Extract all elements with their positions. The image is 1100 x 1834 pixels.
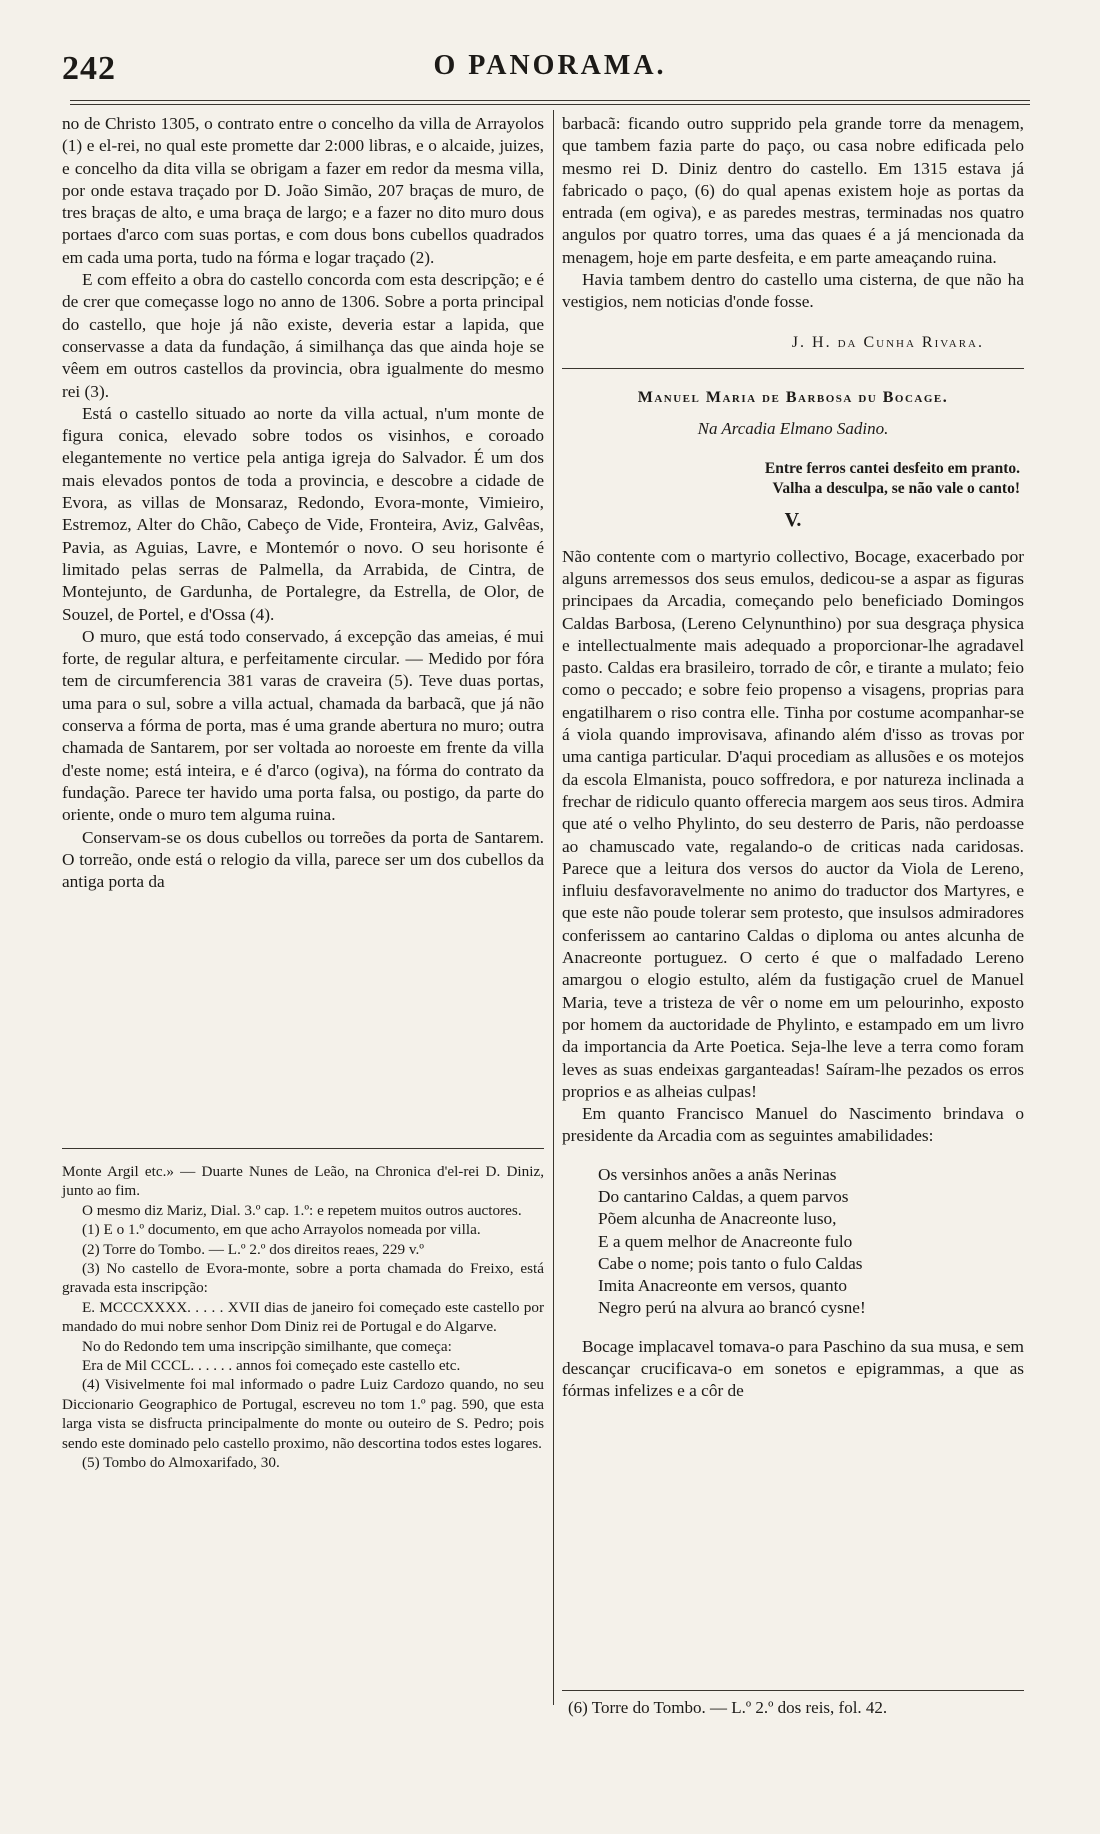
header-rule — [70, 100, 1030, 101]
footnote-5: (5) Tombo do Almoxarifado, 30. — [82, 1454, 280, 1472]
left-paragraph-2: E com effeito a obra do castello concorda com esta descripção; e é de crer que começasse logo no anno de 1306. Sobre a porta principal do castello, que hoje já não existe, deveria estar a lapida, que conservasse a data da fundação, á similhança das que ainda hoje se vêem em outros castellos da provincia, obra igualmente do mesmo rei (3). — [62, 270, 544, 401]
poem-line-7: Negro perú na alvura ao brancó cysne! — [598, 1298, 866, 1318]
article-title: Manuel Maria de Barbosa du Bocage. — [637, 388, 949, 406]
right-column — [562, 113, 1024, 1403]
page-number: 242 — [62, 50, 116, 87]
right-paragraph-2: Havia tambem dentro do castello uma cisterna, de que não ha vestigios, nem noticias d'onde fosse. — [562, 270, 1024, 312]
poem-line-2: Do cantarino Caldas, a quem parvos — [598, 1186, 849, 1206]
right-paragraph-1: barbacã: ficando outro supprido pela grande torre da menagem, que tambem fazia parte do paço, ou casa nobre edificada pelo mesmo rei D. Diniz dentro do castello. Em 1315 estava já fabricado o paço, (6) do qual apenas existem hoje as portas da entrada (em ogiva), e as paredes mestras, terminadas nos quatro angulos por quatro torres, uma das quaes é a já mencionada da menagem, hoje em parte desfeita, e em parte ameaçando ruina. — [562, 114, 1024, 267]
left-paragraph-5: Conservam-se os dous cubellos ou torreões da porta de Santarem. O torreão, onde está o relogio da villa, parece ser um dos cubellos da antiga porta da — [62, 827, 544, 892]
poem-line-1: Os versinhos anões a anãs Nerinas — [598, 1164, 837, 1184]
column-divider — [553, 110, 554, 1705]
closing-paragraph: Bocage implacavel tomava-o para Paschino da sua musa, e sem descançar crucificava-o em sonetos e epigrammas, a que as fórmas infelizes e a côr de — [562, 1336, 1024, 1401]
footnote-4: (4) Visivelmente foi mal informado o padre Luiz Cardozo quando, no seu Diccionario Geographico de Portugal, escreveu no tom 1.º pag. 590, que esta larga vista se disfructa principalmente do monte ou outeiro de S. Pedro; pois sendo este dominado pelo castello proximo, não descortina todos estes logares. — [62, 1376, 544, 1452]
poem-line-5: Cabe o nome; pois tanto o fulo Caldas — [598, 1253, 863, 1273]
footnote-2: (2) Torre do Tombo. — L.º 2.º dos direitos reaes, 229 v.º — [82, 1240, 424, 1258]
poem-line-6: Imita Anacreonte em versos, quanto — [598, 1276, 848, 1296]
left-paragraph-1: no de Christo 1305, o contrato entre o concelho da villa de Arrayolos (1) e el-rei, no qual este promette dar 2:000 libras, e o alcaide, juizes, e concelho da dita villa se obrigam a fazer em redor da mesma villa, por onde estava traçado por D. João Simão, 207 braças de muro, de tres braças de alto, e uma braça de largo; e a fazer no dito muro dous portaes d'arco com suas portas, e com dous bons cubellos quadrados em cada uma porta, tudo na fórma e logar traçado (2). — [62, 114, 544, 267]
footnote-mariz: O mesmo diz Mariz, Dial. 3.º cap. 1.º: e repetem muitos outros auctores. — [82, 1201, 522, 1219]
poem — [598, 1164, 1024, 1320]
left-column — [62, 113, 544, 893]
poem-line-3: Põem alcunha de Anacreonte luso, — [598, 1209, 837, 1229]
footnote-3: (3) No castello de Evora-monte, sobre a porta chamada do Freixo, está gravada esta inscripção: — [62, 1260, 544, 1297]
footnote-6: (6) Torre do Tombo. — L.º 2.º dos reis, fol. 42. — [568, 1698, 888, 1717]
footnote-3-redondo-inscription: Era de Mil CCCL. . . . . . annos foi começado este castello etc. — [82, 1357, 461, 1375]
poem-line-4: E a quem melhor de Anacreonte fulo — [598, 1231, 853, 1251]
journal-title: O PANORAMA. — [433, 50, 667, 81]
left-paragraph-3: Está o castello situado ao norte da villa actual, n'um monte de figura conica, elevado sobre todos os visinhos, e coroado elegantemente no vertice pela antiga igreja do Salvador. É um dos mais elevados pontos de toda a provincia, e descobre a cidade de Evora, as villas de Monsaraz, Redondo, Evora-monte, Vimieiro, Estremoz, Alter do Chão, Cabeço de Vide, Fronteira, Aviz, Galvêas, Pavia, as Aguias, Lavre, e Montemór o novo. O seu horisonte é limitado pelas serras de Palmella, da Arrabida, de Cintra, de Montejunto, de Gardunha, de Portalegre, da Estrella, de Olor, de Souzel, de Portel, e d'Ossa (4). — [62, 403, 544, 624]
epigraph-line-1: Entre ferros cantei desfeito em pranto. — [764, 459, 1020, 477]
footnotes-rule — [62, 1148, 544, 1149]
footnote-3-redondo: No do Redondo tem uma inscripção similhante, que começa: — [82, 1337, 452, 1355]
right-footnote-rule — [562, 1690, 1024, 1691]
article-separator — [562, 368, 1024, 369]
footnote-1: (1) E o 1.º documento, em que acho Arrayolos nomeada por villa. — [82, 1221, 481, 1239]
body-paragraph-1: Não contente com o martyrio collectivo, Bocage, exacerbado por alguns arremessos dos seus emulos, dedicou-se a aspar as figuras principaes da Arcadia, começando pelo beneficiado Domingos Caldas Barbosa, (Lereno Celynunthino) por sua desgraça physica e intellectualmente mais adequado a proporcionar-lhe agradavel pasto. Caldas era brasileiro, torrado de côr, e tirante a mulato; feio como o peccado; e sobre feio propenso a visagens, proprias para engatilharem o riso contra elle. Tinha por costume acompanhar-se á viola quando improvisava, afinando além d'isso as trovas por uma cantiga particular. D'aqui procediam as allusões e os motejos da escola Elmanista, pouco soffredora, e por natureza inclinada a frechar de ridiculo quanto offerecia margem aos seus tiros. Admira que até o velho Phylinto, do seu desterro de Paris, não perdoasse ao chamuscado vate, regalando-o de criticas nada caridosas. Parece que a leitura dos versos do auctor da Viola de Lereno, influiu desfavoravelmente no animo do traductor dos Martyres, e que este não poude tolerar sem protesto, que insulsos admiradores conferissem ao cantarino Caldas o diploma ou antes alcunha de Anacreonte portuguez. O certo é que o malfadado Lereno amargou o elogio estulto, além da fustigação cruel de Manuel Maria, teve a tristeza de vêr o nome em um pelourinho, exposto por homem da auctoridade de Phylinto, e estampado em um livro da importancia da Arte Poetica. Seja-lhe leve a terra como foram leves as suas endeixas garganteadas! Saíram-lhe pezados os erros proprios e as alheias culpas! — [562, 546, 1024, 1101]
left-footnotes — [62, 1162, 544, 1473]
footnote-3-inscription: E. MCCCXXXX. . . . . XVII dias de janeiro foi começado este castello por mandado do mui nobre senhor Dom Diniz rei de Portugal e do Algarve. — [62, 1298, 544, 1336]
footnote-continuation: Monte Argil etc.» — Duarte Nunes de Leão, na Chronica d'el-rei D. Diniz, junto ao fim. — [62, 1163, 544, 1200]
article-subtitle: Na Arcadia Elmano Sadino. — [697, 418, 889, 438]
header-rule-secondary — [70, 104, 1030, 105]
epigraph — [562, 459, 1024, 499]
body-paragraph-2: Em quanto Francisco Manuel do Nascimento brindava o presidente da Arcadia com as seguintes amabilidades: — [562, 1104, 1024, 1146]
epigraph-line-2: Valha a desculpa, se não vale o canto! — [772, 479, 1020, 497]
left-paragraph-4: O muro, que está todo conservado, á excepção das ameias, é mui forte, de regular altura, e perfeitamente circular. — Medido por fóra tem de circumferencia 381 varas de craveira (5). Teve duas portas, uma para o sul, sobre a villa actual, chamada da barbacã, que já não conserva a fórma de porta, mas é uma grande abertura no muro; outra chamada de Santarem, por ser voltada ao noroeste em frente da villa d'este nome; está inteira, e é d'arco (ogiva), na fórma do contrato da fundação. Parece ter havido uma porta falsa, ou postigo, da parte do oriente, onde o muro tem alguma ruina. — [62, 626, 544, 825]
section-numeral: V. — [784, 508, 802, 531]
author-signature: J. H. da Cunha Rivara. — [791, 333, 984, 351]
